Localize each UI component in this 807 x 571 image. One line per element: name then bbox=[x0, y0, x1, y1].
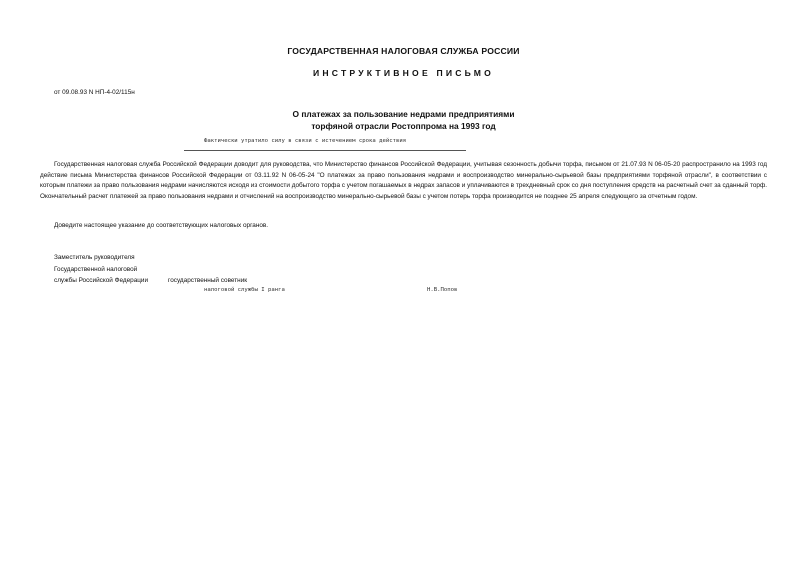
body-paragraph: Государственная налоговая служба Российской Федерации доводит для руководства, что Министерство финансов Российской Федерации, учитывая сезонность добычи торфа, письмом от 21.07.93 N 06-05-20 распространило на 1993 год действие письма Министерства финансов Российской Федерации от 03.11.92 N 06-05-24 "О платежах за право пользования недрами и воспроизводство минерально-сырьевой базы предприятиями торфяной отрасли", в соответствии с которым платежи за право пользования недрами начисляются исходя из стоимости добытого торфа с учетом погашаемых в недрах запасов и уплачиваются в трехдневный срок со дня поступления средств на расчетный счет за сданный торф. Окончательный расчет платежей за право пользования недрами и отчислений на воспроизводство минерально-сырьевой базы с учетом потерь торфа производится не позднее 25 апреля следующего за отчетным годом. bbox=[40, 161, 767, 200]
status-note: Фактически утратило силу в связи с истечением срока действия bbox=[204, 138, 407, 144]
organization-title: ГОСУДАРСТВЕННАЯ НАЛОГОВАЯ СЛУЖБА РОССИИ bbox=[287, 46, 520, 56]
signature-position-line-1: Заместитель руководителя bbox=[54, 254, 135, 261]
subject-line-1: О платежах за пользование недрами предприятиями bbox=[292, 109, 515, 119]
subject-line-2: торфяной отрасли Ростоппрома на 1993 год bbox=[311, 121, 496, 131]
closing-instruction: Доведите настоящее указание до соответствующих налоговых органов. bbox=[54, 222, 269, 229]
document-subject bbox=[0, 108, 807, 132]
document-type: ИНСТРУКТИВНОЕ ПИСЬМО bbox=[312, 68, 495, 78]
signature-position-line-2: Государственной налоговой bbox=[54, 266, 138, 273]
document-reference: от 09.08.93 N НП-4-02/115н bbox=[54, 89, 135, 96]
signatory-name: Н.В.Попов bbox=[427, 287, 458, 293]
signature-rank-line-2: налоговой службы I ранга bbox=[204, 287, 285, 293]
signature-position-line-3: службы Российской Федерации bbox=[54, 277, 149, 284]
signature-rank-line-1: государственный советник bbox=[168, 277, 248, 284]
status-divider bbox=[184, 150, 466, 151]
